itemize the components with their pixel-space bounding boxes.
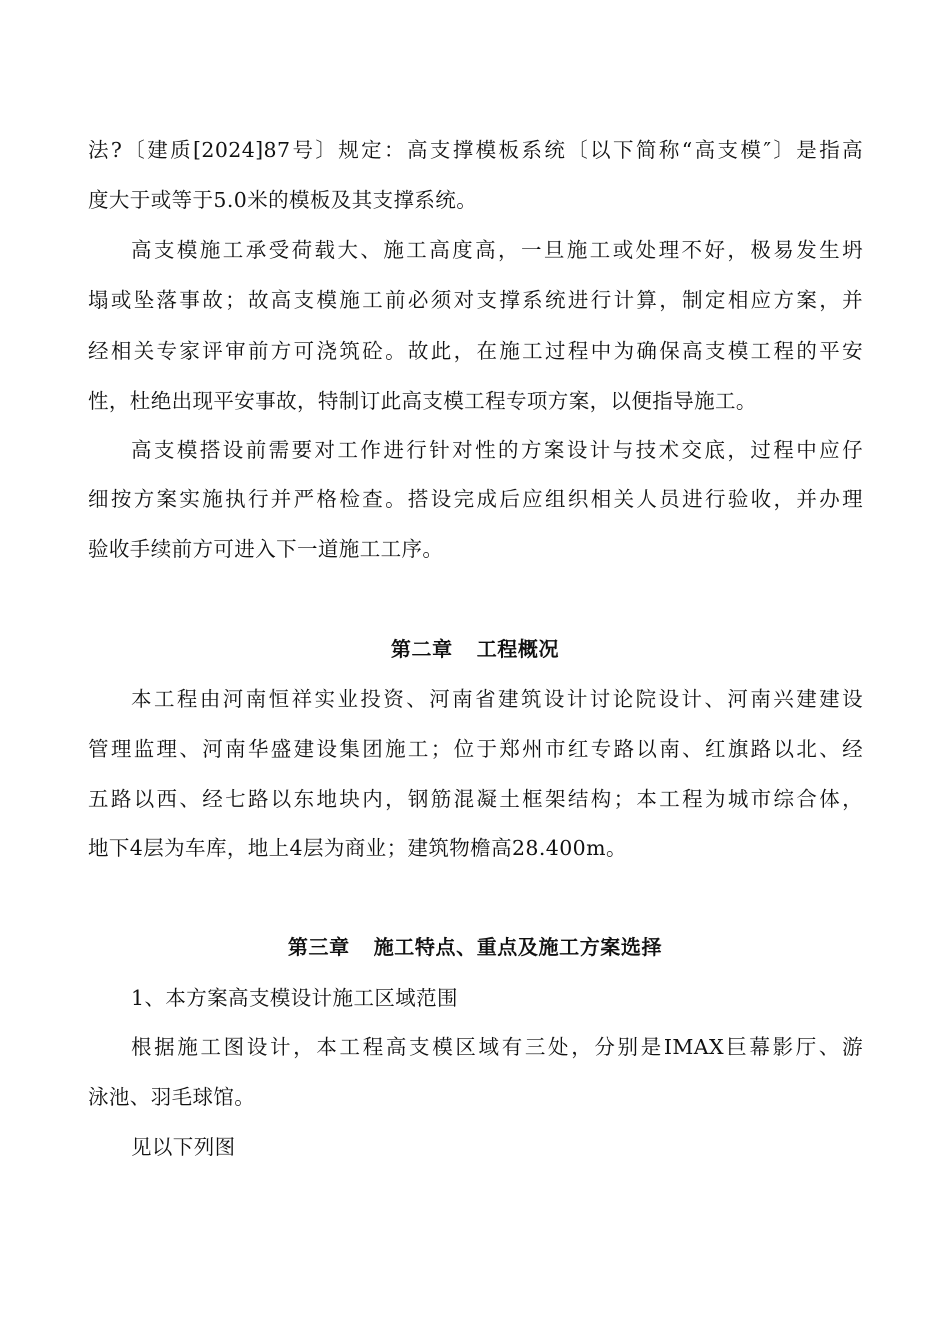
chapter-3-number: 第三章 (287, 935, 350, 959)
paragraph-3-line-2: 细按方案实施执行并严格检查。搭设完成后应组织相关人员进行验收，并办理 (88, 487, 863, 511)
chapter-2-line-1: 本工程由河南恒祥实业投资、河南省建筑设计讨论院设计、河南兴建建设 (131, 687, 863, 711)
chapter-2-line-4: 地下4层为车库，地上4层为商业；建筑物檐高28.400m。 (88, 836, 627, 860)
chapter-3-paragraph-line-1: 根据施工图设计，本工程高支模区域有三处，分别是IMAX巨幕影厅、游 (131, 1035, 863, 1059)
chapter-2-title: 工程概况 (476, 637, 560, 661)
paragraph-3-line-3: 验收手续前方可进入下一道施工工序。 (88, 537, 444, 561)
paragraph-2-line-2: 塌或坠落事故；故高支模施工前必须对支撑系统进行计算，制定相应方案，并 (88, 288, 863, 312)
paragraph-3-line-1: 高支模搭设前需要对工作进行针对性的方案设计与技术交底，过程中应仔 (131, 438, 863, 462)
chapter-3-paragraph-line-2: 泳池、羽毛球馆。 (88, 1085, 256, 1109)
chapter-2-heading (0, 635, 950, 663)
chapter-3-see-below: 见以下列图 (131, 1135, 236, 1159)
chapter-2-line-3: 五路以西、经七路以东地块内，钢筋混凝土框架结构；本工程为城市综合体， (88, 787, 863, 811)
paragraph-2-line-1: 高支模施工承受荷载大、施工高度高，一旦施工或处理不好，极易发生坍 (131, 238, 863, 262)
paragraph-1-line-1: 法?〔建质[2024]87号〕规定：高支撑模板系统〔以下简称“高支模″〕是指高 (88, 138, 863, 162)
chapter-3-item-1: 1、本方案高支模设计施工区域范围 (131, 986, 458, 1010)
chapter-3-title: 施工特点、重点及施工方案选择 (373, 935, 663, 959)
chapter-3-heading (0, 933, 950, 961)
chapter-2-line-2: 管理监理、河南华盛建设集团施工；位于郑州市红专路以南、红旗路以北、经 (88, 737, 863, 761)
paragraph-1-line-2: 度大于或等于5.0米的模板及其支撑系统。 (88, 188, 478, 212)
paragraph-2-line-4: 性，杜绝出现平安事故，特制订此高支模工程专项方案，以便指导施工。 (88, 389, 757, 413)
paragraph-2-line-3: 经相关专家评审前方可浇筑砼。故此，在施工过程中为确保高支模工程的平安 (88, 339, 863, 363)
chapter-2-number: 第二章 (390, 637, 453, 661)
